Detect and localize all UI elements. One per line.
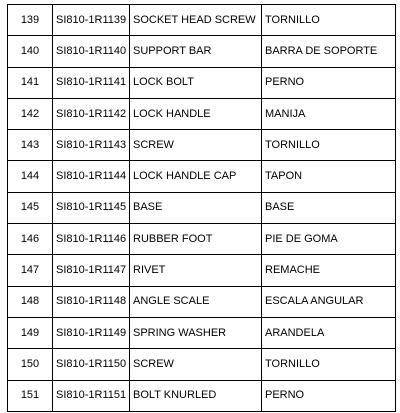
english-name-cell: SPRING WASHER — [130, 317, 262, 348]
part-code-cell: SI810-1R1142 — [53, 98, 130, 129]
part-code-cell: SI810-1R1150 — [53, 349, 130, 380]
spanish-name-cell: PIE DE GOMA — [262, 224, 396, 255]
table-row — [8, 255, 396, 286]
part-code-cell: SI810-1R1145 — [53, 192, 130, 223]
spanish-name-cell: BARRA DE SOPORTE — [262, 36, 396, 67]
spanish-name-cell: MANIJA — [262, 98, 396, 129]
english-name-cell: BOLT KNURLED — [130, 380, 262, 411]
table-row — [8, 192, 396, 223]
table-row — [8, 130, 396, 161]
table-row — [8, 5, 396, 36]
english-name-cell: LOCK BOLT — [130, 67, 262, 98]
spanish-name-cell: PERNO — [262, 380, 396, 411]
english-name-cell: ANGLE SCALE — [130, 286, 262, 317]
table-row — [8, 67, 396, 98]
spanish-name-cell: TORNILLO — [262, 5, 396, 36]
item-number-cell: 147 — [8, 255, 53, 286]
table-row — [8, 349, 396, 380]
item-number-cell: 148 — [8, 286, 53, 317]
table-row — [8, 36, 396, 67]
table-row — [8, 286, 396, 317]
item-number-cell: 149 — [8, 317, 53, 348]
english-name-cell: SCREW — [130, 130, 262, 161]
item-number-cell: 144 — [8, 161, 53, 192]
english-name-cell: SUPPORT BAR — [130, 36, 262, 67]
table-row — [8, 161, 396, 192]
parts-table — [7, 4, 396, 412]
english-name-cell: SOCKET HEAD SCREW — [130, 5, 262, 36]
english-name-cell: SCREW — [130, 349, 262, 380]
part-code-cell: SI810-1R1139 — [53, 5, 130, 36]
table-row — [8, 380, 396, 411]
item-number-cell: 140 — [8, 36, 53, 67]
table-row — [8, 317, 396, 348]
part-code-cell: SI810-1R1147 — [53, 255, 130, 286]
english-name-cell: LOCK HANDLE CAP — [130, 161, 262, 192]
part-code-cell: SI810-1R1143 — [53, 130, 130, 161]
table-row — [8, 224, 396, 255]
item-number-cell: 151 — [8, 380, 53, 411]
spanish-name-cell: ARANDELA — [262, 317, 396, 348]
part-code-cell: SI810-1R1146 — [53, 224, 130, 255]
english-name-cell: RIVET — [130, 255, 262, 286]
spanish-name-cell: REMACHE — [262, 255, 396, 286]
spanish-name-cell: ESCALA ANGULAR — [262, 286, 396, 317]
part-code-cell: SI810-1R1140 — [53, 36, 130, 67]
english-name-cell: LOCK HANDLE — [130, 98, 262, 129]
spanish-name-cell: BASE — [262, 192, 396, 223]
part-code-cell: SI810-1R1144 — [53, 161, 130, 192]
part-code-cell: SI810-1R1149 — [53, 317, 130, 348]
part-code-cell: SI810-1R1151 — [53, 380, 130, 411]
item-number-cell: 150 — [8, 349, 53, 380]
item-number-cell: 146 — [8, 224, 53, 255]
item-number-cell: 141 — [8, 67, 53, 98]
spanish-name-cell: TORNILLO — [262, 130, 396, 161]
parts-table-body — [8, 5, 396, 412]
spanish-name-cell: TORNILLO — [262, 349, 396, 380]
english-name-cell: RUBBER FOOT — [130, 224, 262, 255]
part-code-cell: SI810-1R1148 — [53, 286, 130, 317]
item-number-cell: 139 — [8, 5, 53, 36]
item-number-cell: 142 — [8, 98, 53, 129]
spanish-name-cell: TAPON — [262, 161, 396, 192]
item-number-cell: 145 — [8, 192, 53, 223]
part-code-cell: SI810-1R1141 — [53, 67, 130, 98]
english-name-cell: BASE — [130, 192, 262, 223]
item-number-cell: 143 — [8, 130, 53, 161]
spanish-name-cell: PERNO — [262, 67, 396, 98]
table-row — [8, 98, 396, 129]
